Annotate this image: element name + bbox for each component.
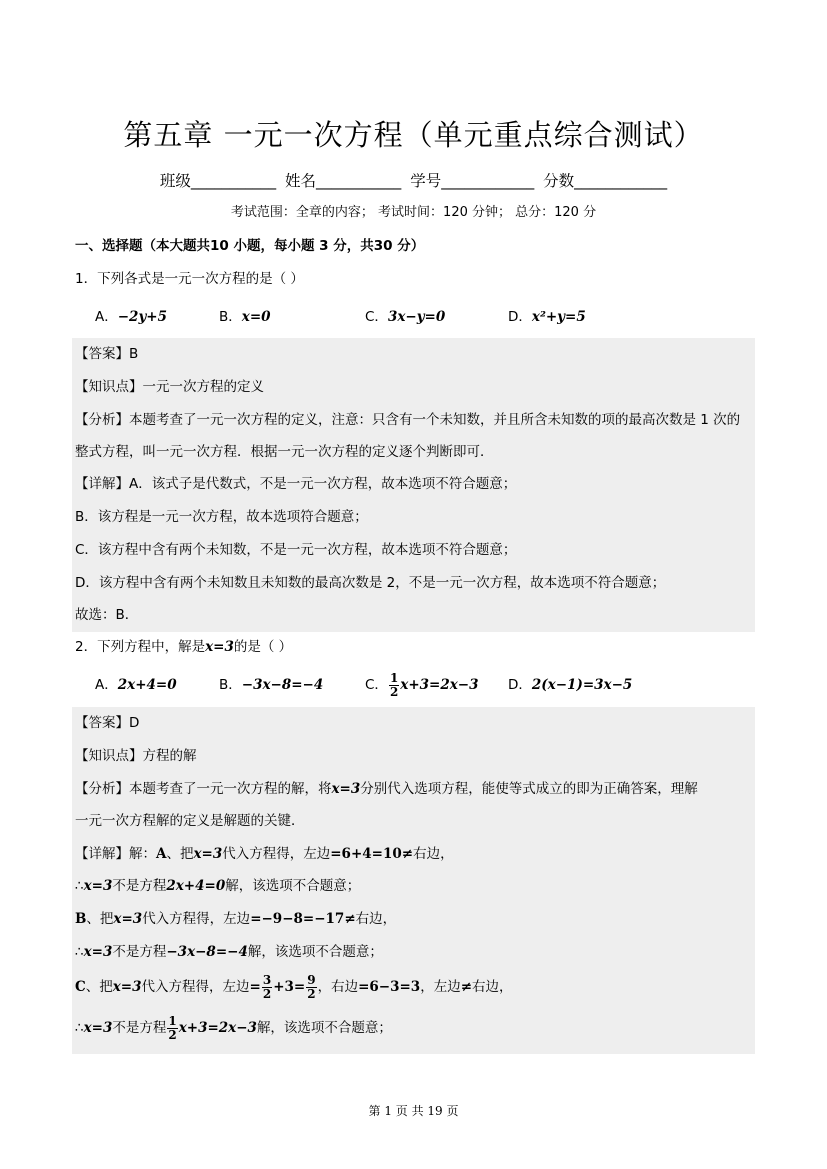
fraction-three-halves: $\frac{3}{2}$ xyxy=(262,972,272,1001)
page-title: 第五章 一元一次方程（单元重点综合测试） xyxy=(123,118,704,152)
q1-knowledge-point: 【知识点】一元一次方程的定义 xyxy=(75,379,264,395)
question-1-solution-box xyxy=(72,338,755,632)
q2-option-c: C． $\frac{1}{2}$ x+3=2x−3 xyxy=(365,670,479,699)
q1-option-b: B．x=0 xyxy=(219,309,271,325)
q2-option-b: B．−3x−8=−4 xyxy=(219,677,324,693)
q1-analysis: 【分析】本题考查了一元一次方程的定义，注意：只含有一个未知数，并且所含未知数的项的最高次数是 1 次的整式方程，叫一元一次方程．根据一元一次方程的定义逐个判断即可． xyxy=(75,412,741,460)
q1-detail-b: B．该方程是一元一次方程，故本选项符合题意； xyxy=(75,509,368,525)
exam-meta-line: 考试范围：全章的内容； 考试时间：120 分钟； 总分：120 分 xyxy=(230,205,597,220)
q1-detail-c: C．该方程中含有两个未知数，不是一元一次方程，故本选项不符合题意； xyxy=(75,542,517,558)
q1-detail-d: D．该方程中含有两个未知数且未知数的最高次数是 2，不是一元一次方程，故本选项不符合题意； xyxy=(75,575,666,591)
q2-analysis-cont: 一元一次方程解的定义是解题的关键． xyxy=(75,813,305,829)
q1-detail-a: 【详解】A．该式子是代数式，不是一元一次方程，故本选项不符合题意； xyxy=(75,476,517,492)
q1-option-d: D．x²+y=5 xyxy=(508,309,586,325)
fraction-one-half: $\frac{1}{2}$ xyxy=(389,670,399,699)
q2-option-d: D．2(x−1)=3x−5 xyxy=(508,677,633,693)
fraction-nine-halves: $\frac{9}{2}$ xyxy=(307,972,316,1001)
q2-detail-6: ∴x=3不是方程 $\frac{1}{2}$ x+3=2x−3解，该选项不合题意； xyxy=(75,1013,392,1042)
fraction-one-half: $\frac{1}{2}$ xyxy=(168,1013,177,1042)
q2-detail-5: C、把x=3代入方程得，左边= $\frac{3}{2}$ +3= $\frac{9}{2}$ ，右边=6−3=3，左边≠右边， xyxy=(75,972,513,1001)
q2-answer: 【答案】D xyxy=(75,715,140,731)
q2-detail-4: ∴x=3不是方程−3x−8=−4解，该选项不合题意； xyxy=(75,944,383,960)
q1-option-a: A．−2y+5 xyxy=(95,309,168,325)
q1-option-c: C．3x−y=0 xyxy=(365,309,446,325)
q1-answer: 【答案】B xyxy=(75,346,139,362)
q2-detail-2: ∴x=3不是方程2x+4=0解，该选项不合题意； xyxy=(75,878,361,894)
q1-conclusion: 故选：B． xyxy=(75,607,139,623)
q2-detail-1: 【详解】解：A、把x=3代入方程得，左边=6+4=10≠右边， xyxy=(75,846,454,862)
question-2-stem: 2．下列方程中，解是x=3的是（ ） xyxy=(75,639,293,655)
student-info-line: 班级___________ 姓名___________ 学号____________ 分数____________ xyxy=(159,172,668,190)
q2-analysis: 【分析】本题考查了一元一次方程的解，将x=3分别代入选项方程，能使等式成立的即为正确答案，理解 xyxy=(75,781,698,797)
q2-option-a: A．2x+4=0 xyxy=(95,677,177,693)
page-total: 19 xyxy=(427,1104,443,1118)
q2-detail-3: B、把x=3代入方程得，左边=−9−8=−17≠右边， xyxy=(75,911,397,927)
page-footer: 第 1 页 共 19 页 xyxy=(368,1104,459,1118)
section-title: 一、选择题（本大题共10 小题，每小题 3 分，共30 分） xyxy=(75,238,425,254)
question-2-solution-box xyxy=(72,707,755,1054)
q2-knowledge-point: 【知识点】方程的解 xyxy=(75,748,197,764)
page-number: 1 xyxy=(384,1104,392,1118)
question-1-stem: 1．下列各式是一元一次方程的是（ ） xyxy=(75,271,304,287)
